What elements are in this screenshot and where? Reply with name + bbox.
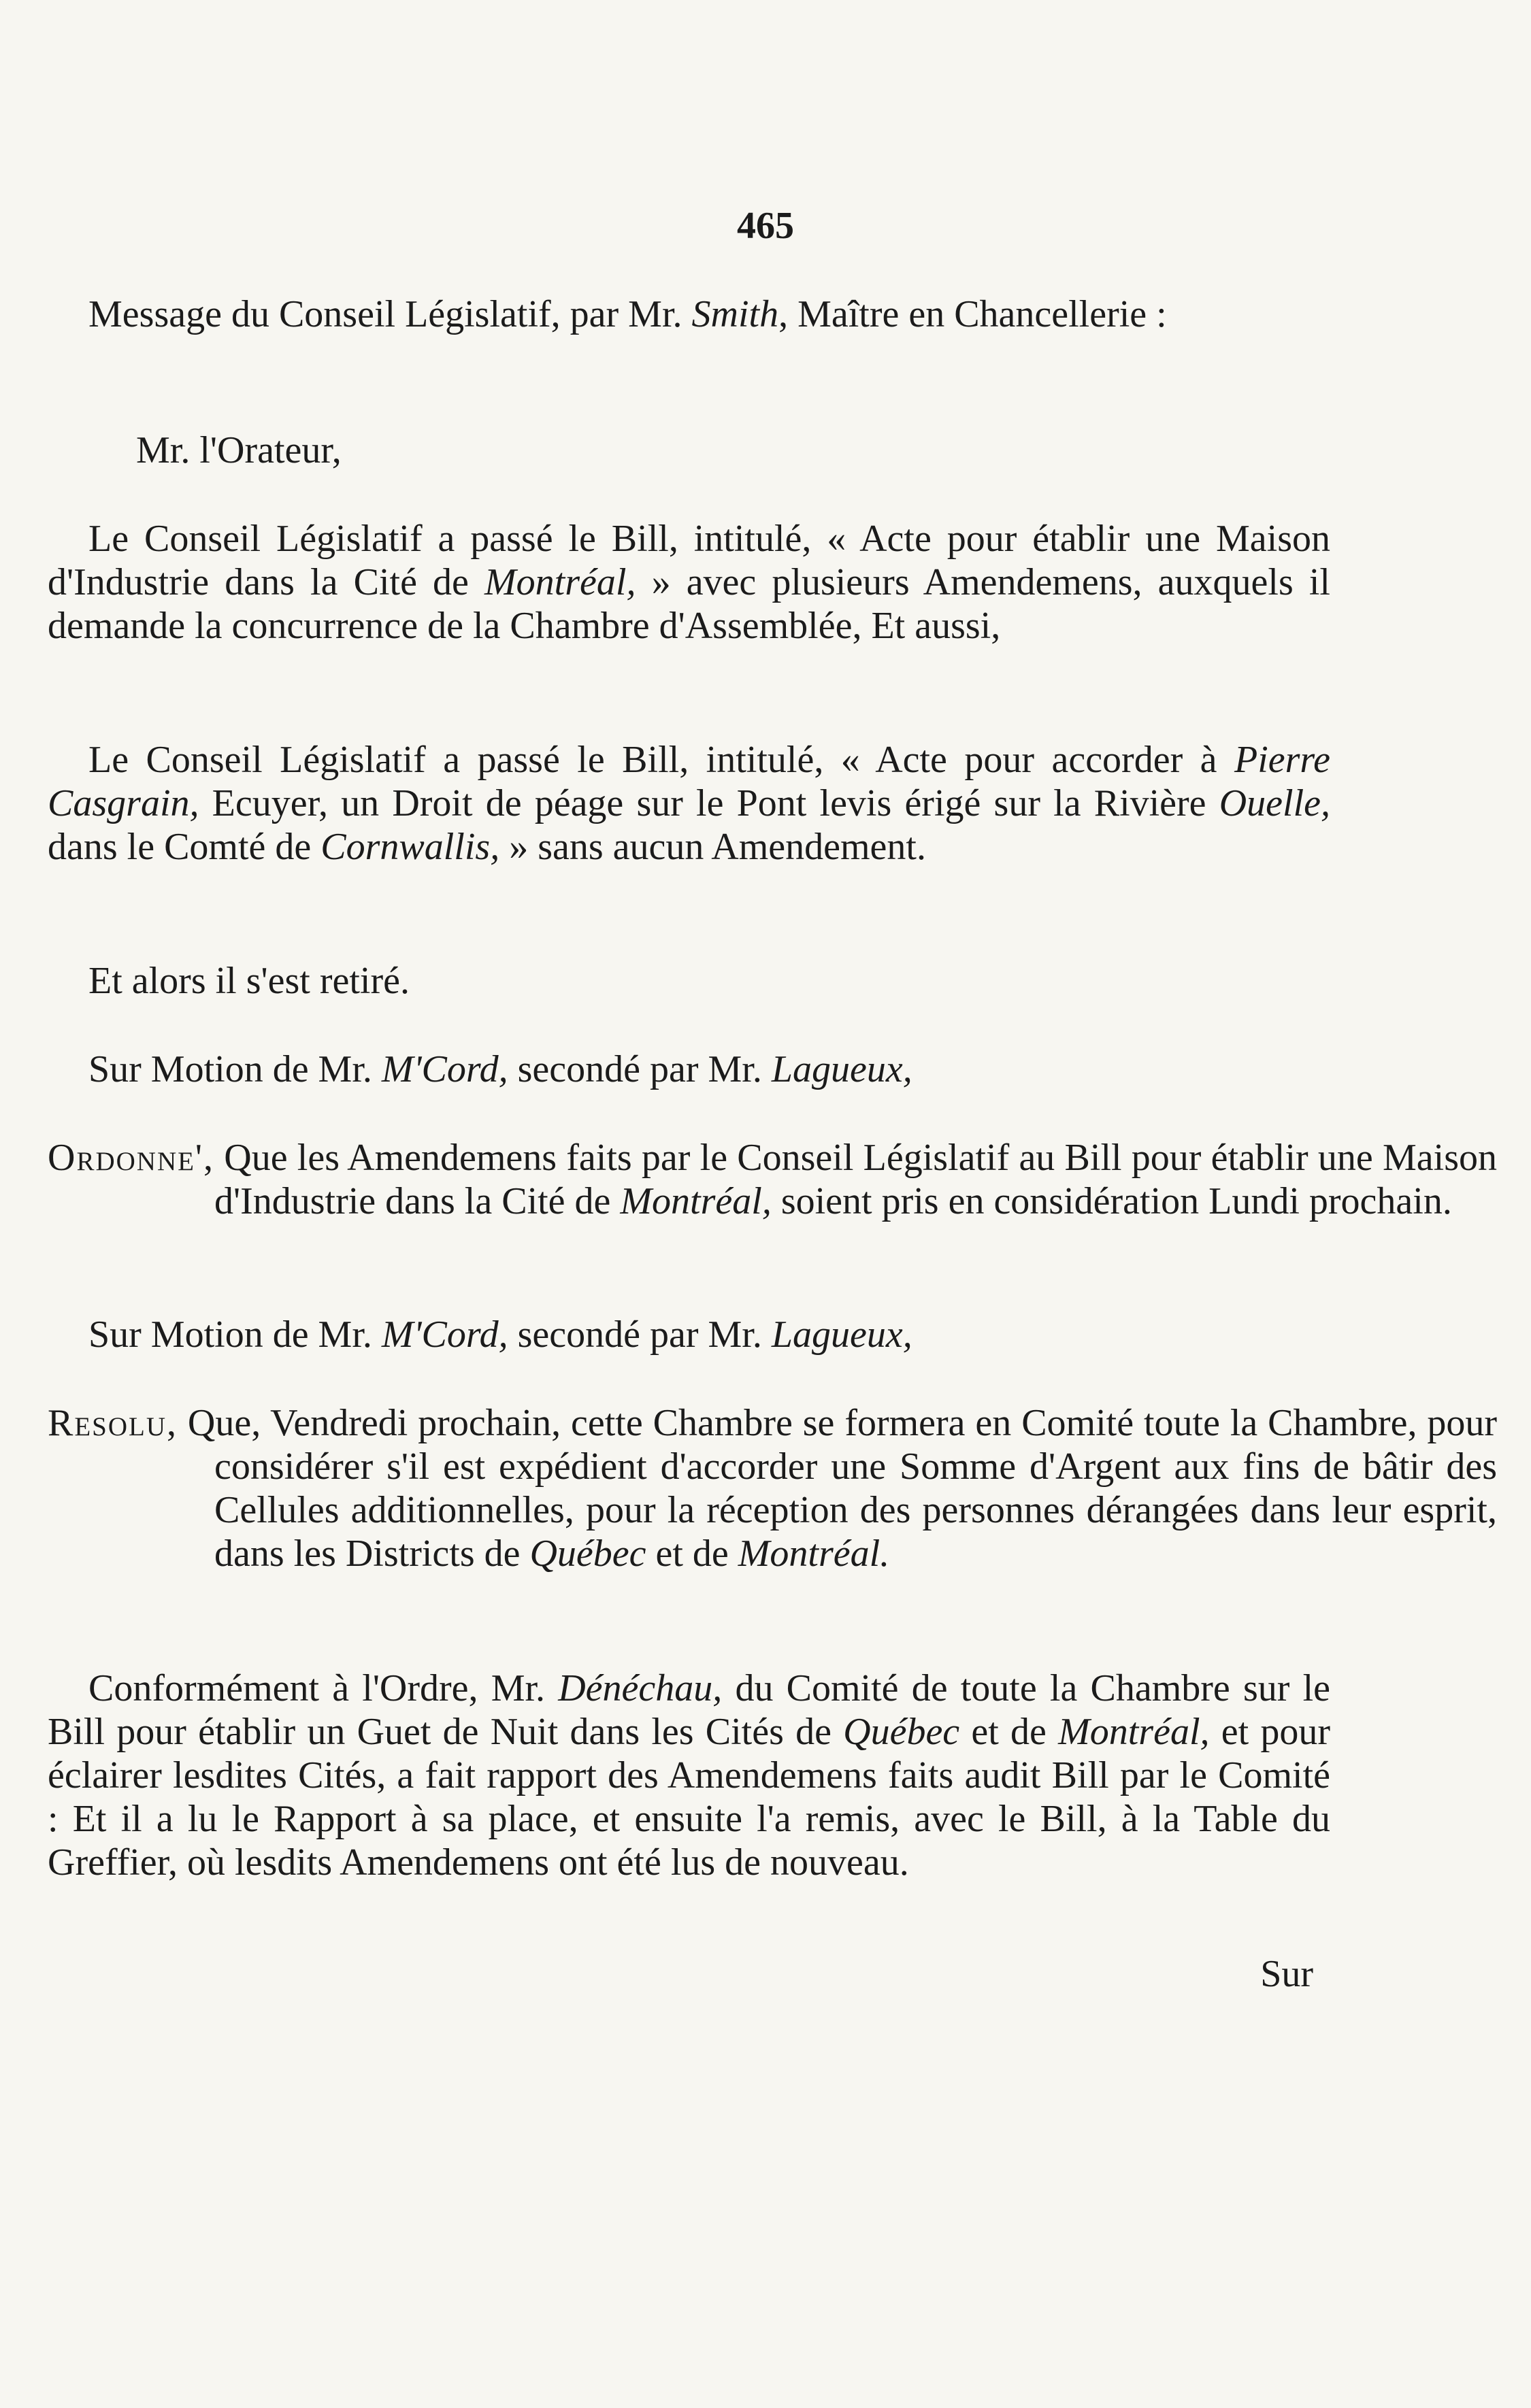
page-number: 465 <box>737 205 794 247</box>
paragraph-toll-bridge: Le Conseil Législatif a passé le Bill, intitulé, « Acte pour accorder à Pierre Casgrain, Ecuyer, un Droit de péage sur le Pont levis érigé sur la Rivière Ouelle, dans le Comté de Cornwallis, » sans aucun Amendement. <box>48 739 1330 868</box>
motion-2: Sur Motion de Mr. M'Cord, secondé par Mr. Lagueux, <box>88 1314 912 1356</box>
resolu-label: Resolu, <box>48 1402 178 1444</box>
message-intro: Message du Conseil Législatif, par Mr. Smith, Maître en Chancellerie : <box>88 293 1167 335</box>
catchword: Sur <box>1260 1953 1313 1995</box>
withdrew-line: Et alors il s'est retiré. <box>88 960 410 1002</box>
motion-1: Sur Motion de Mr. M'Cord, secondé par Mr. Lagueux, <box>88 1048 912 1090</box>
paragraph-house-of-industry: Le Conseil Législatif a passé le Bill, intitulé, « Acte pour établir une Maison d'Industrie dans la Cité de Montréal, » avec plusieurs Amendemens, auxquels il demande la concurrence de la Chambre d'Assemblée, Et aussi, <box>48 518 1330 647</box>
ordonne-resolution: Ordonne', Que les Amendemens faits par le Conseil Législatif au Bill pour établir une Maison d'Industrie dans la Cité de Montréal, soient pris en considération Lundi prochain. <box>48 1137 1497 1222</box>
resolu-resolution: Resolu, Que, Vendredi prochain, cette Chambre se formera en Comité toute la Chambre, pour considérer s'il est expédient d'accorder une Somme d'Argent aux fins de bâtir des Cellules additionnelles, pour la réception des personnes dérangées dans leur esprit, dans les Districts de Québec et de Montréal. <box>48 1402 1497 1575</box>
paragraph-night-watch: Conformément à l'Ordre, Mr. Dénéchau, du Comité de toute la Chambre sur le Bill pour établir un Guet de Nuit dans les Cités de Québec et de Montréal, et pour éclairer lesdites Cités, a fait rapport des Amendemens faits audit Bill par le Comité : Et il a lu le Rapport à sa place, et ensuite l'a remis, avec le Bill, à la Table du Greffier, où lesdits Amendemens ont été lus de nouveau. <box>48 1667 1331 1884</box>
messenger-name: Smith <box>691 293 779 335</box>
salutation: Mr. l'Orateur, <box>136 429 342 471</box>
ordonne-label: Ordonne', <box>48 1137 215 1179</box>
